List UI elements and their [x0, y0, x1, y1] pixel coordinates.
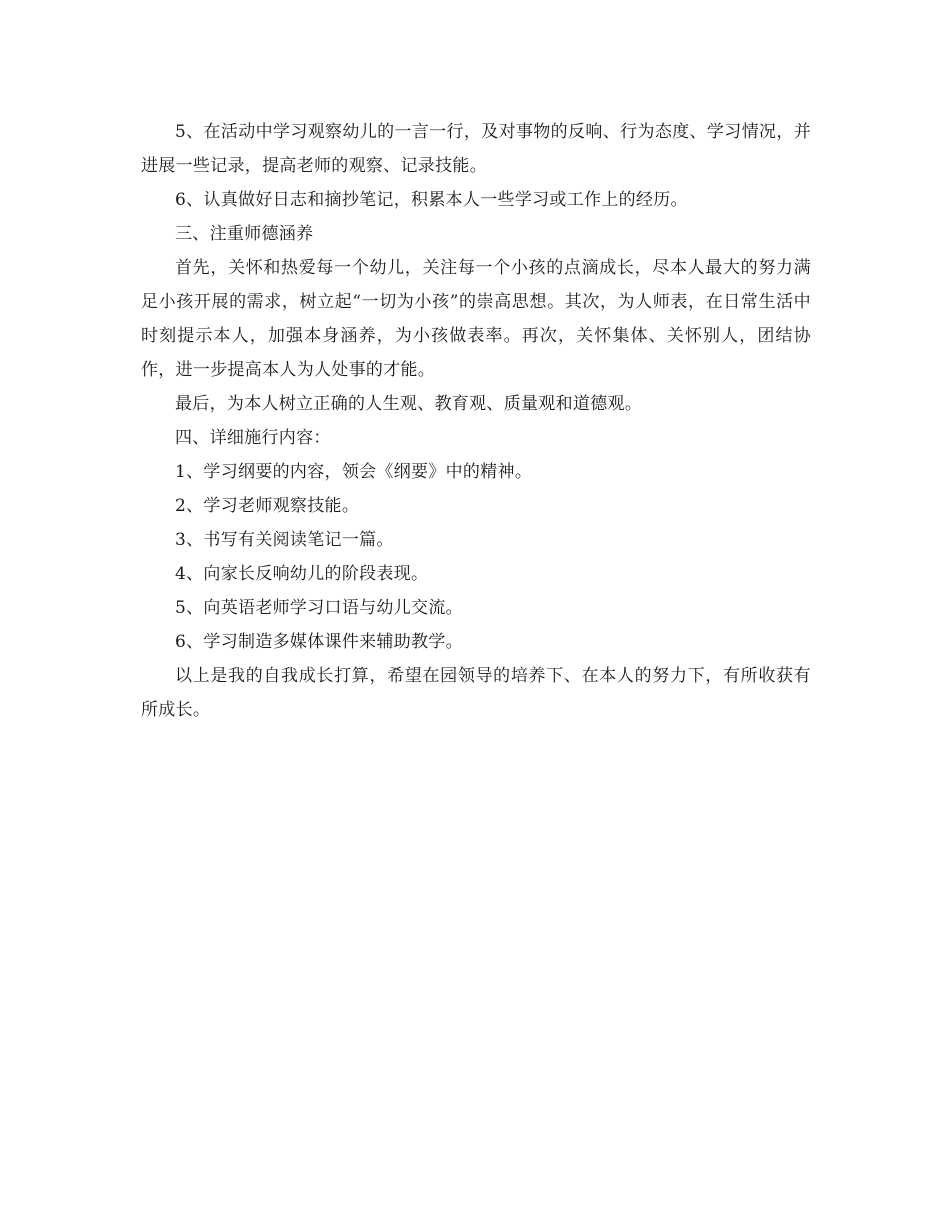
section-heading-implementation: 四、详细施行内容： — [175, 428, 331, 448]
list-item-2: 2、学习老师观察技能。 — [175, 496, 360, 516]
closing-paragraph: 以上是我的自我成长打算，希望在园领导的培养下、在本人的努力下，有所收获有所成长。 — [141, 666, 811, 720]
list-item-1: 1、学习纲要的内容，领会《纲要》中的精神。 — [175, 462, 533, 482]
paragraph-ethics-body: 首先，关怀和热爱每一个幼儿，关注每一个小孩的点滴成长，尽本人最大的努力满足小孩开展的需求，树立起“一切为小孩”的崇高思想。其次，为人师表，在日常生活中时刻提示本人，加强本身涵养，为小孩做表率。再次，关怀集体、关怀别人，团结协作，进一步提高本人为人处事的才能。 — [141, 258, 811, 380]
list-item-4: 4、向家长反响幼儿的阶段表现。 — [175, 564, 429, 584]
list-item-5: 5、向英语老师学习口语与幼儿交流。 — [175, 598, 463, 618]
list-item-6: 6、学习制造多媒体课件来辅助教学。 — [175, 632, 463, 652]
paragraph-item-5-observe: 5、在活动中学习观察幼儿的一言一行，及对事物的反响、行为态度、学习情况，并进展一些记录，提高老师的观察、记录技能。 — [141, 122, 811, 176]
list-item-3: 3、书写有关阅读笔记一篇。 — [175, 530, 394, 550]
paragraph-item-6-notes: 6、认真做好日志和摘抄笔记，积累本人一些学习或工作上的经历。 — [175, 190, 688, 210]
section-heading-ethics: 三、注重师德涵养 — [175, 224, 314, 244]
document-body — [141, 115, 811, 727]
paragraph-ethics-finally: 最后，为本人树立正确的人生观、教育观、质量观和道德观。 — [175, 394, 643, 414]
